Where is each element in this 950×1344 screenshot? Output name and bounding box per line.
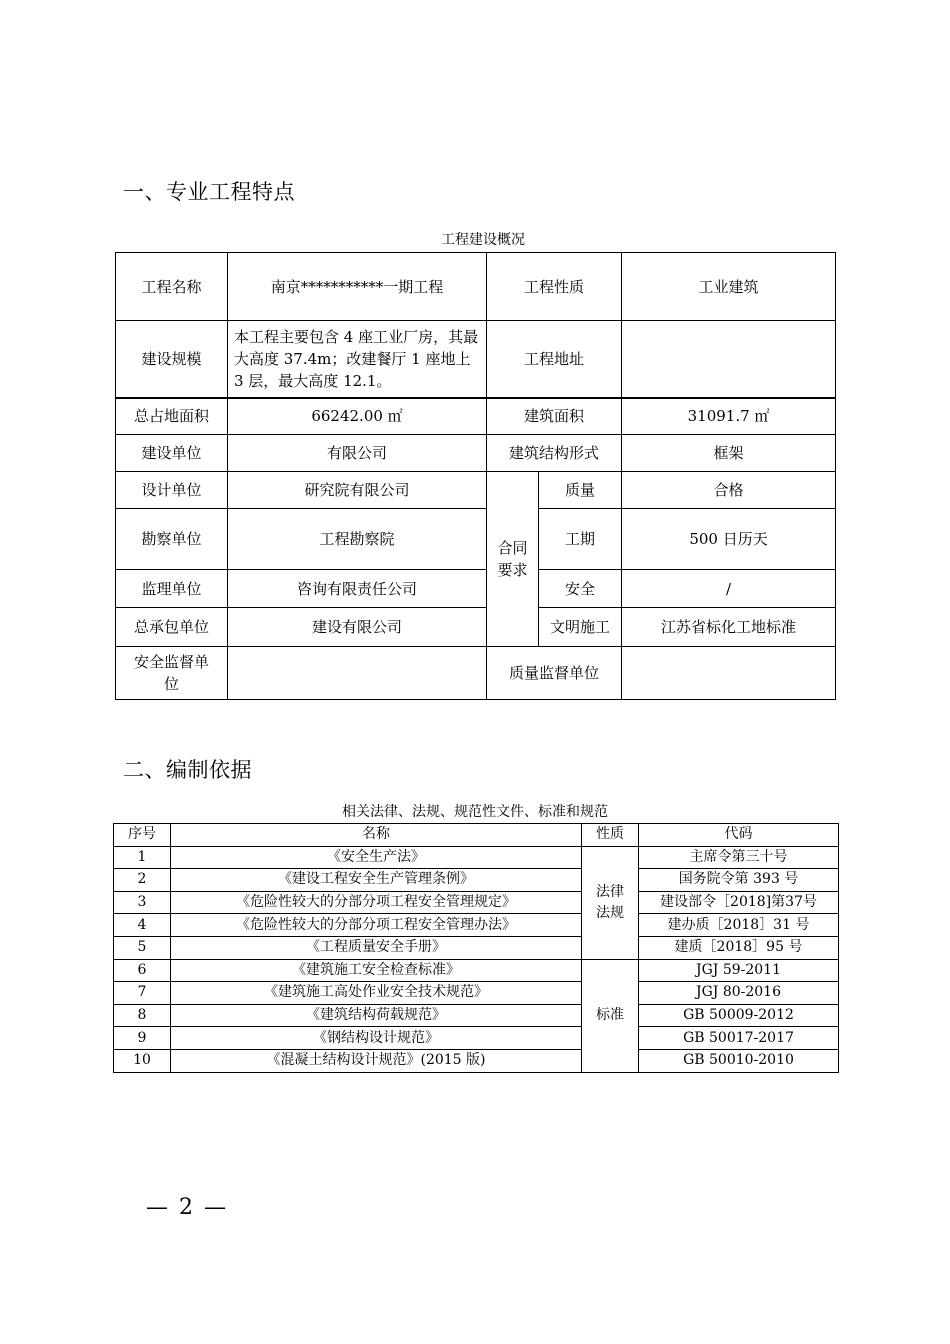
table-row	[116, 472, 836, 509]
contract-label: 合同要求	[497, 539, 528, 579]
cell: 江苏省标化工地标准	[622, 608, 836, 647]
table-row	[116, 398, 836, 435]
project-overview-caption: 工程建设概况	[441, 232, 525, 248]
category-std-cell	[582, 959, 639, 1072]
regulations-caption: 相关法律、法规、规范性文件、标准和规范	[342, 804, 608, 820]
row-number: 1	[114, 846, 171, 869]
category-law: 法律法规	[596, 883, 624, 921]
regulations-table	[113, 823, 839, 1073]
row-name: 《混凝土结构设计规范》(2015 版)	[171, 1049, 582, 1072]
cell: /	[622, 570, 836, 608]
project-overview-table	[115, 252, 836, 700]
table-row	[114, 914, 839, 937]
cell: 工期	[539, 509, 622, 570]
cell: 工业建筑	[622, 253, 836, 321]
row-name: 《建筑施工安全检查标准》	[171, 959, 582, 982]
row-name: 《建筑结构荷载规范》	[171, 1004, 582, 1027]
cell: 66242.00 ㎡	[228, 398, 487, 435]
cell: 安全监督单位	[116, 647, 228, 700]
row-code: GB 50017-2017	[639, 1027, 839, 1050]
table-row	[116, 647, 836, 700]
page-number: — 2 —	[146, 1195, 228, 1220]
header-cell: 序号	[114, 824, 171, 847]
header-cell: 代码	[639, 824, 839, 847]
cell: 总承包单位	[116, 608, 228, 647]
row-code: GB 50009-2012	[639, 1004, 839, 1027]
header-cell: 名称	[171, 824, 582, 847]
table-row	[114, 1049, 839, 1072]
row-name: 《危险性较大的分部分项工程安全管理办法》	[171, 914, 582, 937]
cell	[228, 647, 487, 700]
table-row	[114, 936, 839, 959]
row-number: 8	[114, 1004, 171, 1027]
cell: 监理单位	[116, 570, 228, 608]
cell	[622, 321, 836, 398]
table-row	[114, 959, 839, 982]
cell	[622, 647, 836, 700]
row-code: JGJ 59-2011	[639, 959, 839, 982]
table-row	[116, 321, 836, 398]
table-row	[114, 1027, 839, 1050]
cell: 建设有限公司	[228, 608, 487, 647]
cell: 文明施工	[539, 608, 622, 647]
table-row	[114, 869, 839, 892]
table-row	[116, 509, 836, 570]
row-code: 国务院令第 393 号	[639, 869, 839, 892]
cell: 工程勘察院	[228, 509, 487, 570]
cell: 有限公司	[228, 435, 487, 472]
cell: 质量	[539, 472, 622, 509]
row-code: 主席令第三十号	[639, 846, 839, 869]
cell: 质量监督单位	[487, 647, 622, 700]
contract-requirements-cell	[487, 472, 539, 647]
table-row	[116, 608, 836, 647]
row-number: 9	[114, 1027, 171, 1050]
cell: 南京***********一期工程	[228, 253, 487, 321]
cell: 合格	[622, 472, 836, 509]
row-name: 《危险性较大的分部分项工程安全管理规定》	[171, 891, 582, 914]
cell: 安全	[539, 570, 622, 608]
row-name: 《建设工程安全生产管理条例》	[171, 869, 582, 892]
row-number: 4	[114, 914, 171, 937]
cell: 本工程主要包含 4 座工业厂房，其最大高度 37.4m；改建餐厅 1 座地上 3 层，最大高度 12.1。	[228, 321, 487, 398]
table-header-row	[114, 824, 839, 847]
row-code: GB 50010-2010	[639, 1049, 839, 1072]
cell: 总占地面积	[116, 398, 228, 435]
cell: 工程性质	[487, 253, 622, 321]
cell: 框架	[622, 435, 836, 472]
row-name: 《钢结构设计规范》	[171, 1027, 582, 1050]
category-law-cell	[582, 846, 639, 959]
cell: 咨询有限责任公司	[228, 570, 487, 608]
cell: 勘察单位	[116, 509, 228, 570]
row-code: 建质［2018］95 号	[639, 936, 839, 959]
row-number: 2	[114, 869, 171, 892]
cell: 建筑结构形式	[487, 435, 622, 472]
cell: 研究院有限公司	[228, 472, 487, 509]
row-code: 建办质［2018］31 号	[639, 914, 839, 937]
row-number: 3	[114, 891, 171, 914]
row-code: JGJ 80-2016	[639, 982, 839, 1005]
row-name: 《安全生产法》	[171, 846, 582, 869]
cell: 31091.7 ㎡	[622, 398, 836, 435]
cell: 建设单位	[116, 435, 228, 472]
section-2-heading: 二、编制依据	[123, 758, 252, 782]
header-cell: 性质	[582, 824, 639, 847]
cell: 工程地址	[487, 321, 622, 398]
row-code: 建设部令［2018]第37号	[639, 891, 839, 914]
table-row	[114, 1004, 839, 1027]
cell: 500 日历天	[622, 509, 836, 570]
section-1-heading: 一、专业工程特点	[123, 180, 295, 204]
row-number: 6	[114, 959, 171, 982]
category-standard: 标准	[596, 1007, 624, 1024]
row-number: 5	[114, 936, 171, 959]
table-row	[116, 435, 836, 472]
table-row	[116, 570, 836, 608]
row-number: 7	[114, 982, 171, 1005]
table-row	[114, 891, 839, 914]
table-row	[114, 846, 839, 869]
row-name: 《建筑施工高处作业安全技术规范》	[171, 982, 582, 1005]
cell: 设计单位	[116, 472, 228, 509]
table-row	[114, 982, 839, 1005]
cell: 工程名称	[116, 253, 228, 321]
cell: 建设规模	[116, 321, 228, 398]
row-name: 《工程质量安全手册》	[171, 936, 582, 959]
row-number: 10	[114, 1049, 171, 1072]
cell: 建筑面积	[487, 398, 622, 435]
table-row	[116, 253, 836, 321]
